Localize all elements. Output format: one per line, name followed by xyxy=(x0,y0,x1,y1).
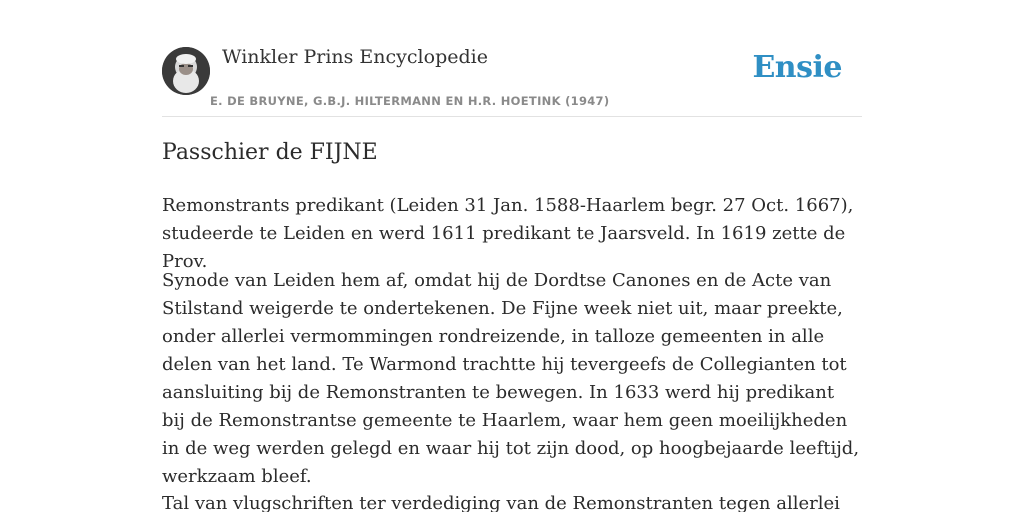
site-title[interactable]: Winkler Prins Encyclopedie xyxy=(222,46,488,68)
author-avatar[interactable] xyxy=(162,47,210,95)
article-title: Passchier de FIJNE xyxy=(162,140,378,165)
article-paragraph: Synode van Leiden hem af, omdat hij de Dordtse Canones en de Acte van Stilstand weigerde te ondertekenen. De Fijne week niet uit, maar preekte, onder allerlei vermommingen rondreizende, in talloze gemeenten in alle delen van het land. Te Warmond trachtte hij tevergeefs de Collegianten tot aansluiting bij de Remonstranten te bewegen. In 1633 werd hij predikant bij de Remonstrantse gemeente te Haarlem, waar hem geen moeilijkheden in de weg werden gelegd en waar hij tot zijn dood, op hoogbejaarde leeftijd, werkzaam bleef. xyxy=(162,270,860,487)
ensie-logo[interactable]: Ensie xyxy=(752,50,842,85)
page-container xyxy=(162,0,862,512)
site-header xyxy=(162,0,862,117)
article-paragraph: Remonstrants predikant (Leiden 31 Jan. 1588-Haarlem begr. 27 Oct. 1667), studeerde te Leiden en werd 1611 predikant te Jaarsveld. In 1619 zette de Prov. xyxy=(162,195,854,272)
authors-line: E. DE BRUYNE, G.B.J. HILTERMANN EN H.R. HOETINK (1947) xyxy=(210,94,610,108)
portrait-image xyxy=(162,47,210,95)
article-paragraph: Tal van vlugschriften ter verdediging van de Remonstranten tegen allerlei xyxy=(162,493,840,512)
